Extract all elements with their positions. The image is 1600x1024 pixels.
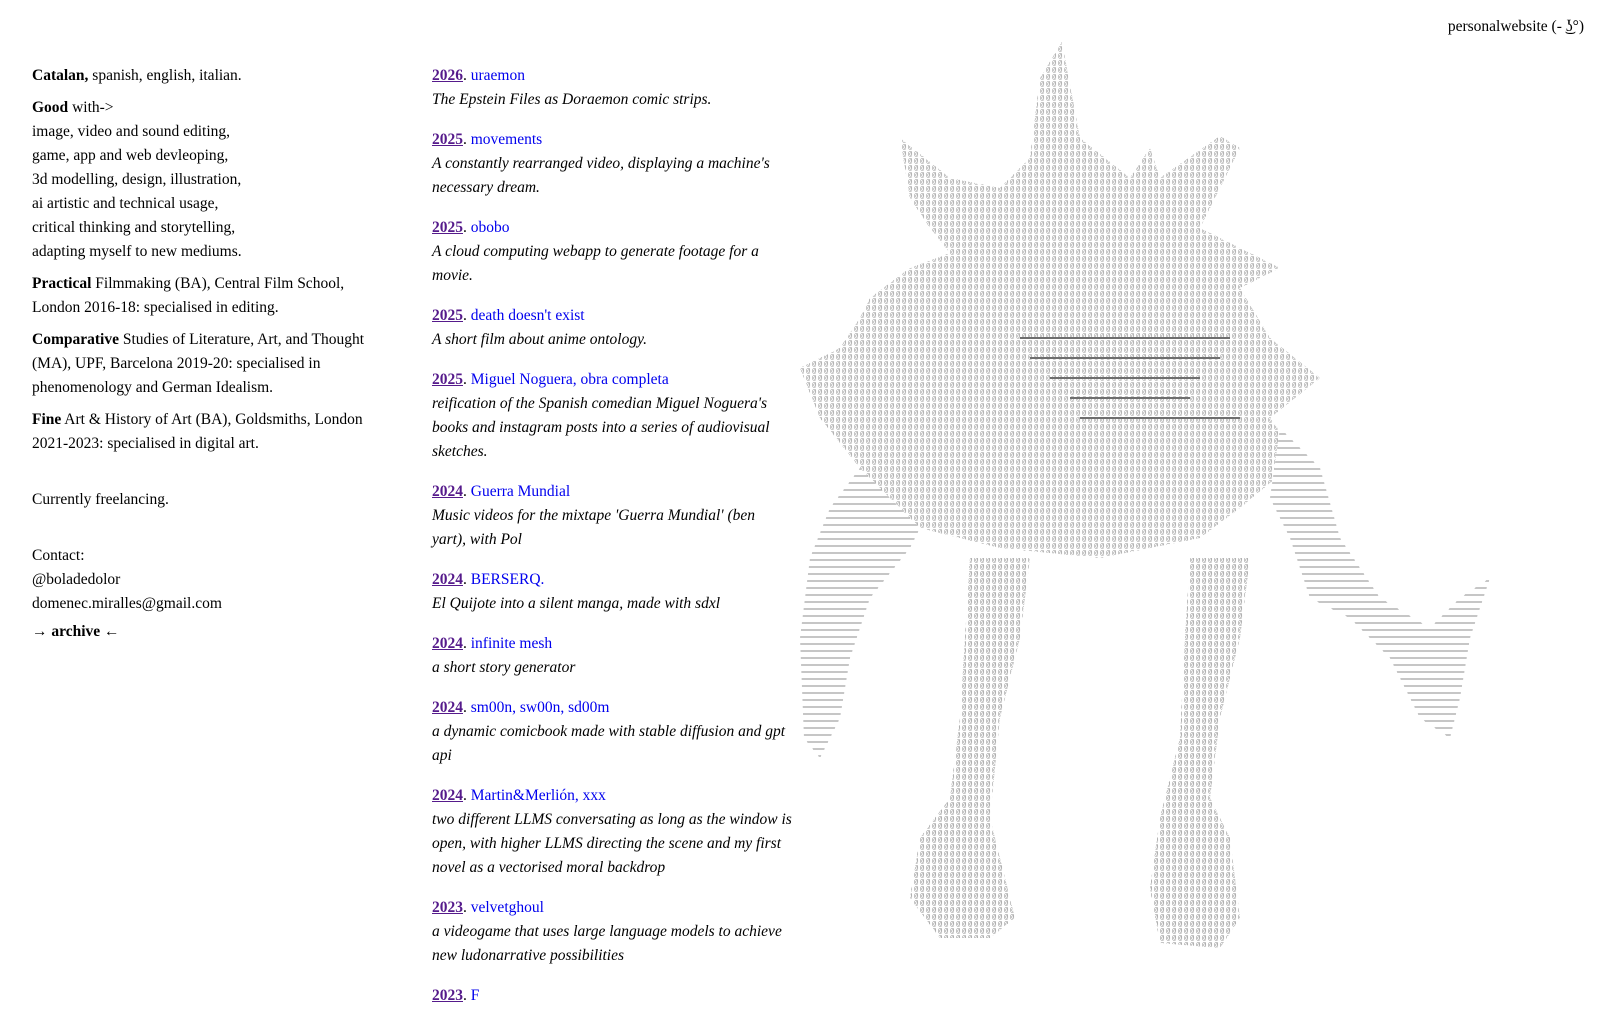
ascii-left-arm: [800, 468, 920, 758]
project-heading: 2026. uraemon: [432, 67, 525, 84]
skills-bold: Good: [32, 99, 69, 116]
project-heading: 2024. BERSERQ.: [432, 571, 545, 588]
education-bold: Fine: [32, 411, 62, 428]
project-title-link[interactable]: obobo: [470, 219, 510, 236]
project-description: reification of the Spanish comedian Miguel Noguera's books and instagram posts into a series of audiovisual sketches.: [432, 395, 770, 460]
project-item: [432, 896, 792, 968]
project-year-link[interactable]: 2024: [432, 483, 463, 500]
project-year-link[interactable]: 2023: [432, 899, 463, 916]
project-year-link[interactable]: 2025: [432, 307, 463, 324]
project-title-link[interactable]: sm00n, sw00n, sd00m: [470, 699, 610, 716]
project-title-link[interactable]: infinite mesh: [470, 635, 553, 652]
project-title-link[interactable]: BERSERQ.: [470, 571, 545, 588]
languages-text: spanish, english, italian.: [88, 67, 242, 84]
status-text: Currently freelancing.: [32, 491, 169, 508]
project-item: [432, 368, 792, 464]
project-year-link[interactable]: 2026: [432, 67, 463, 84]
education-text: Filmmaking (BA), Central Film School, London 2016-18: specialised in editing.: [32, 275, 345, 316]
project-description: a short story generator: [432, 659, 576, 676]
project-item: [432, 64, 792, 112]
languages: [32, 64, 372, 88]
ascii-head: [800, 42, 1320, 558]
project-heading: 2024. infinite mesh: [432, 635, 553, 652]
contact-email[interactable]: domenec.miralles@gmail.com: [32, 595, 222, 612]
project-title-link[interactable]: Martin&Merlión, xxx: [470, 787, 606, 804]
project-title-link[interactable]: F: [470, 987, 480, 1004]
education-item: [32, 272, 372, 320]
skill-item: game, app and web devleoping,: [32, 147, 229, 164]
project-item: [432, 304, 792, 352]
project-item: [432, 568, 792, 616]
project-description: a dynamic comicbook made with stable diffusion and gpt api: [432, 723, 786, 764]
project-description: two different LLMS conversating as long as the window is open, with higher LLMS directing the scene and my first novel as a vectorised moral backdrop: [432, 811, 792, 876]
project-item: [432, 216, 792, 288]
education-item: [32, 328, 372, 400]
project-heading: 2023. velvetghoul: [432, 899, 544, 916]
project-title-link[interactable]: uraemon: [470, 67, 525, 84]
ascii-right-leg: [1150, 558, 1250, 948]
project-heading: 2024. Martin&Merlión, xxx: [432, 787, 606, 804]
project-item: [432, 480, 792, 552]
education-bold: Comparative: [32, 331, 119, 348]
project-year-link[interactable]: 2024: [432, 571, 463, 588]
contact-handle[interactable]: @boladedolor: [32, 571, 121, 588]
skill-item: image, video and sound editing,: [32, 123, 231, 140]
project-year-link[interactable]: 2025: [432, 219, 463, 236]
project-heading: 2025. death doesn't exist: [432, 307, 585, 324]
project-description: Music videos for the mixtape 'Guerra Mundial' (ben yart), with Pol: [432, 507, 756, 548]
project-item: [432, 784, 792, 880]
project-heading: 2025. movements: [432, 131, 543, 148]
ascii-creature-icon: [800, 38, 1520, 978]
project-description: A short film about anime ontology.: [432, 331, 647, 348]
project-heading: 2024. Guerra Mundial: [432, 483, 571, 500]
projects-list: [432, 64, 792, 1024]
project-heading: 2024. sm00n, sw00n, sd00m: [432, 699, 610, 716]
skills: [32, 96, 372, 264]
project-heading: 2025. Miguel Noguera, obra completa: [432, 371, 669, 388]
project-title-link[interactable]: death doesn't exist: [470, 307, 585, 324]
project-item: [432, 128, 792, 200]
project-title-link[interactable]: Guerra Mundial: [470, 483, 571, 500]
archive-link[interactable]: → archive ←: [32, 623, 120, 640]
project-item: [432, 632, 792, 680]
project-year-link[interactable]: 2024: [432, 635, 463, 652]
ascii-left-leg: [910, 558, 1030, 938]
project-year-link[interactable]: 2024: [432, 787, 463, 804]
project-description: El Quijote into a silent manga, made with sdxl: [432, 595, 721, 612]
ascii-right-arm: [1270, 428, 1490, 738]
skill-item: critical thinking and storytelling,: [32, 219, 236, 236]
skills-intro: with->: [68, 99, 114, 116]
contact-block: [32, 544, 372, 616]
project-heading: 2025. obobo: [432, 219, 510, 236]
site-title: personalwebsite (- ͜ʖ°): [1447, 18, 1584, 35]
project-description: A cloud computing webapp to generate footage for a movie.: [432, 243, 759, 284]
project-description: A constantly rearranged video, displaying a machine's necessary dream.: [432, 155, 770, 196]
education-text: Art & History of Art (BA), Goldsmiths, London 2021-2023: specialised in digital art.: [32, 411, 363, 452]
profile-column: [32, 64, 372, 644]
skill-item: 3d modelling, design, illustration,: [32, 171, 242, 188]
skill-item: ai artistic and technical usage,: [32, 195, 219, 212]
project-heading: 2023. F: [432, 987, 480, 1004]
ascii-art-svg: [800, 38, 1520, 978]
project-description: The Epstein Files as Doraemon comic strips.: [432, 91, 712, 108]
project-year-link[interactable]: 2024: [432, 699, 463, 716]
education-item: [32, 408, 372, 456]
project-item: [432, 984, 792, 1008]
project-title-link[interactable]: Miguel Noguera, obra completa: [470, 371, 669, 388]
project-year-link[interactable]: 2025: [432, 371, 463, 388]
project-year-link[interactable]: 2025: [432, 131, 463, 148]
project-title-link[interactable]: velvetghoul: [470, 899, 544, 916]
project-description: a videogame that uses large language models to achieve new ludonarrative possibilities: [432, 923, 782, 964]
project-year-link[interactable]: 2023: [432, 987, 463, 1004]
education-text: Studies of Literature, Art, and Thought (MA), UPF, Barcelona 2019-20: specialised in phenomenology and German Idealism.: [32, 331, 365, 396]
languages-bold: Catalan,: [32, 67, 89, 84]
project-item: [432, 696, 792, 768]
project-title-link[interactable]: movements: [470, 131, 543, 148]
skill-item: adapting myself to new mediums.: [32, 243, 242, 260]
contact-label: Contact:: [32, 547, 85, 564]
education-bold: Practical: [32, 275, 92, 292]
